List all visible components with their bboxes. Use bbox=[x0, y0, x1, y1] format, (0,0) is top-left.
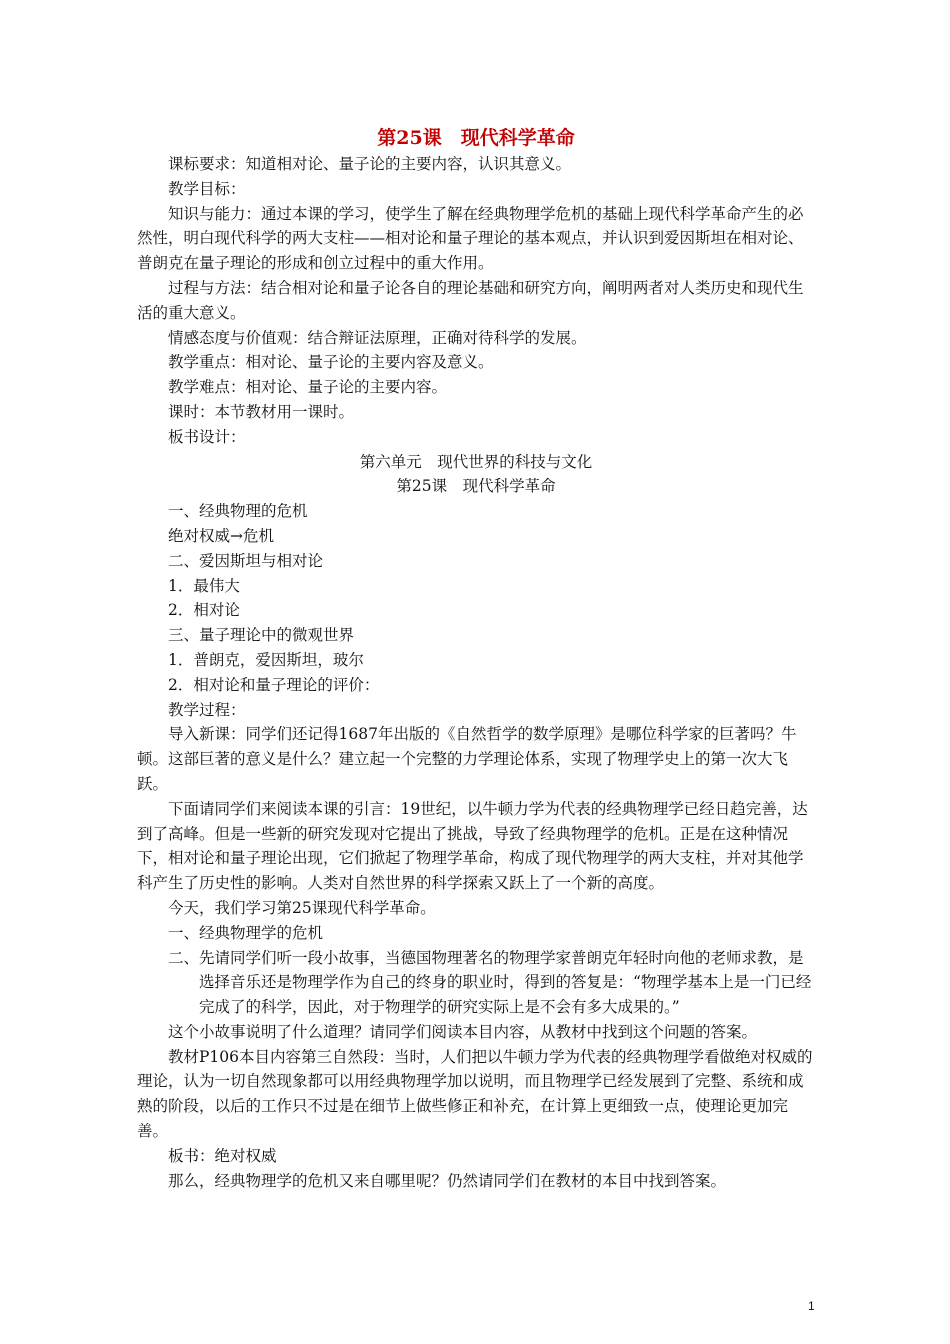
emotion-values-paragraph: 情感态度与价值观：结合辩证法原理，正确对待科学的发展。 bbox=[168, 328, 587, 347]
board-item: 2．相对论和量子理论的评价： bbox=[168, 675, 380, 694]
section-heading: 一、经典物理学的危机 bbox=[168, 923, 324, 942]
today-paragraph: 今天，我们学习第25课现代科学革命。 bbox=[168, 898, 436, 917]
teaching-focus: 教学重点：相对论、量子论的主要内容及意义。 bbox=[168, 353, 494, 372]
closing-paragraph: 那么，经典物理学的危机又来自哪里呢？仍然请同学们在教材的本目中找到答案。 bbox=[168, 1171, 727, 1190]
curriculum-requirement: 课标要求：知道相对论、量子论的主要内容，认识其意义。 bbox=[168, 155, 572, 173]
page-number: 1 bbox=[808, 1299, 815, 1313]
class-hours: 课时：本节教材用一课时。 bbox=[168, 402, 355, 421]
board-item: 二、爱因斯坦与相对论 bbox=[168, 551, 324, 570]
board-item: 2．相对论 bbox=[168, 601, 240, 620]
teaching-difficulty: 教学难点：相对论、量子论的主要内容。 bbox=[168, 378, 448, 397]
board-item: 一、经典物理的危机 bbox=[168, 502, 308, 521]
teaching-objectives-heading: 教学目标： bbox=[168, 179, 246, 198]
board-unit-title: 第六单元 现代世界的科技与文化 bbox=[359, 452, 593, 471]
textbook-paragraph: 教材P106本目内容第三自然段：当时，人们把以牛顿力学为代表的经典物理学看做绝对权威的理论，认为一切自然现象都可以用经典物理学加以说明，而且物理学已经发展到了完整、系统和成熟的阶段，以后的工作只不过是在细节上做些修正和补充，在计算上更细致一点，使理论更加完善。 bbox=[137, 1047, 813, 1141]
board-item: 绝对权威→危机 bbox=[168, 526, 274, 545]
board-item: 三、量子理论中的微观世界 bbox=[168, 626, 355, 645]
board-note: 板书：绝对权威 bbox=[168, 1146, 277, 1165]
story-paragraph: 二、先请同学们听一段小故事，当德国物理著名的物理学家普朗克年轻时向他的老师求教，是选择音乐还是物理学作为自己的终身的职业时，得到的答复是：“物理学基本上是一门已经完成了的科学，因此，对于物理学的研究实际上是不会有多大成果的。” bbox=[168, 948, 812, 1017]
board-design-heading: 板书设计： bbox=[168, 427, 246, 446]
question-paragraph: 这个小故事说明了什么道理？请同学们阅读本目内容，从教材中找到这个问题的答案。 bbox=[168, 1022, 758, 1041]
board-item: 1．最伟大 bbox=[168, 576, 240, 595]
process-method-paragraph: 过程与方法：结合相对论和量子论各自的理论基础和研究方向，阐明两者对人类历史和现代生活的重大意义。 bbox=[137, 278, 804, 322]
preface-paragraph: 下面请同学们来阅读本课的引言：19世纪，以牛顿力学为代表的经典物理学已经日趋完善，达到了高峰。但是一些新的研究发现对它提出了挑战，导致了经典物理学的危机。正是在这种情况下，相对论和量子理论出现，它们掀起了物理学革命，构成了现代物理学的两大支柱，并对其他学科产生了历史性的影响。人类对自然世界的科学探索又跃上了一个新的高度。 bbox=[137, 799, 808, 893]
teaching-process-heading: 教学过程： bbox=[168, 700, 246, 719]
board-item: 1．普朗克，爱因斯坦，玻尔 bbox=[168, 650, 364, 669]
lesson-title: 第25课 现代科学革命 bbox=[377, 127, 575, 149]
board-lesson-title: 第25课 现代科学革命 bbox=[396, 477, 556, 496]
document-body bbox=[137, 124, 815, 1193]
intro-paragraph: 导入新课：同学们还记得1687年出版的《自然哲学的数学原理》是哪位科学家的巨著吗？牛顿。这部巨著的意义是什么？建立起一个完整的力学理论体系，实现了物理学史上的第一次大飞跃。 bbox=[137, 725, 797, 793]
knowledge-ability-paragraph: 知识与能力：通过本课的学习，使学生了解在经典物理学危机的基础上现代科学革命产生的必然性，明白现代科学的两大支柱——相对论和量子理论的基本观点，并认识到爱因斯坦在相对论、普朗克在量子理论的形成和创立过程中的重大作用。 bbox=[137, 204, 804, 273]
